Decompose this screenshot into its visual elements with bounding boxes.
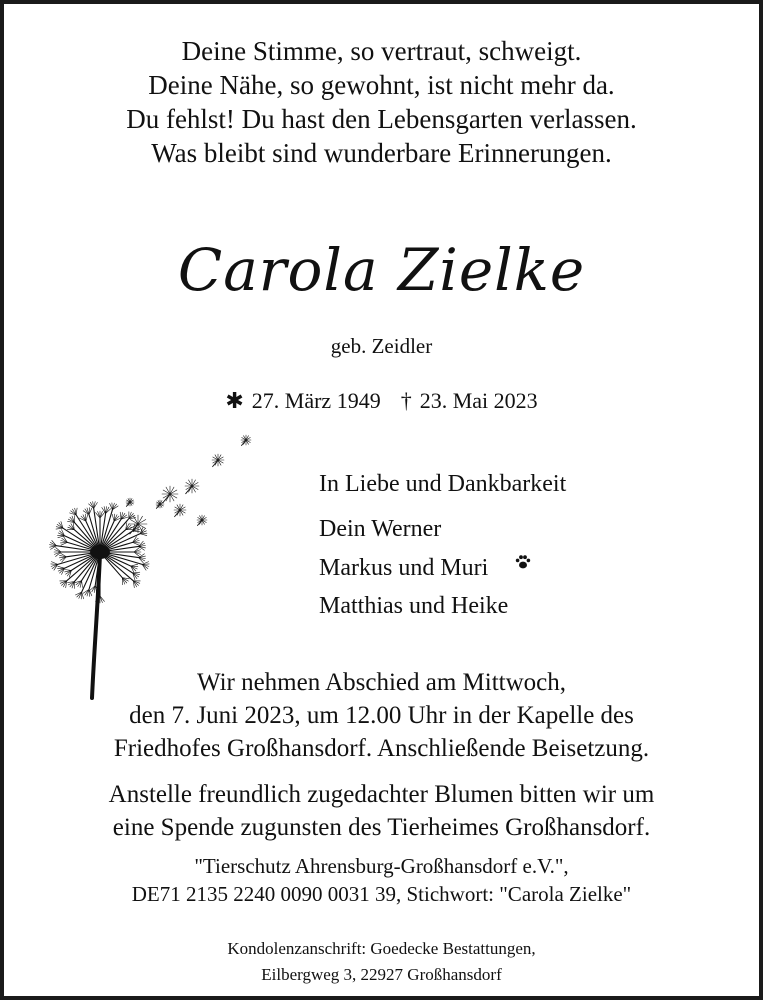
- death-date: 23. Mai 2023: [419, 388, 538, 413]
- maiden-name: geb. Zeidler: [330, 334, 433, 358]
- paw-print-icon: [514, 548, 532, 586]
- birth-star-icon: ✱: [225, 388, 244, 413]
- donation-line: Anstelle freundlich zugedachter Blumen bitten wir um: [108, 781, 655, 808]
- account-line: DE71 2135 2240 0090 0031 39, Stichwort: "Carola Zielke": [131, 882, 632, 906]
- poem-line: Deine Nähe, so gewohnt, ist nicht mehr da.: [148, 70, 615, 100]
- family-member: Dein Werner: [319, 516, 442, 542]
- funeral-announcement: [4, 666, 759, 765]
- poem: [4, 34, 759, 170]
- address-line: Kondolenzanschrift: Goedecke Bestattungen,: [227, 939, 536, 958]
- family-list: [319, 510, 566, 625]
- family-member-label: Markus und Muri: [319, 555, 489, 581]
- address-line: Eilbergweg 3, 22927 Großhansdorf: [261, 965, 502, 984]
- family-member: [319, 548, 566, 587]
- mourners: [319, 468, 566, 625]
- account-line: "Tierschutz Ahrensburg-Großhansdorf e.V.",: [194, 854, 569, 878]
- mourners-intro: In Liebe und Dankbarkeit: [319, 471, 567, 497]
- farewell-line: Friedhofes Großhansdorf. Anschließende Beisetzung.: [113, 735, 650, 762]
- donation-line: eine Spende zugunsten des Tierheimes Großhansdorf.: [112, 814, 651, 841]
- life-dates: [4, 386, 759, 416]
- bank-account: [4, 852, 759, 908]
- poem-line: Du fehlst! Du hast den Lebensgarten verlassen.: [126, 104, 637, 134]
- poem-line: Deine Stimme, so vertraut, schweigt.: [181, 36, 582, 66]
- farewell-line: Wir nehmen Abschied am Mittwoch,: [196, 669, 567, 696]
- condolence-address: [4, 936, 759, 988]
- donation-request: [4, 778, 759, 844]
- family-member: Matthias und Heike: [319, 593, 509, 619]
- dandelion-illustration: [42, 432, 262, 702]
- farewell-line: den 7. Juni 2023, um 12.00 Uhr in der Kapelle des: [129, 702, 634, 729]
- death-cross-icon: †: [400, 388, 412, 413]
- poem-line: Was bleibt sind wunderbare Erinnerungen.: [151, 138, 612, 168]
- birth-date: 27. März 1949: [251, 388, 381, 413]
- deceased-name: Carola Zielke: [177, 236, 586, 304]
